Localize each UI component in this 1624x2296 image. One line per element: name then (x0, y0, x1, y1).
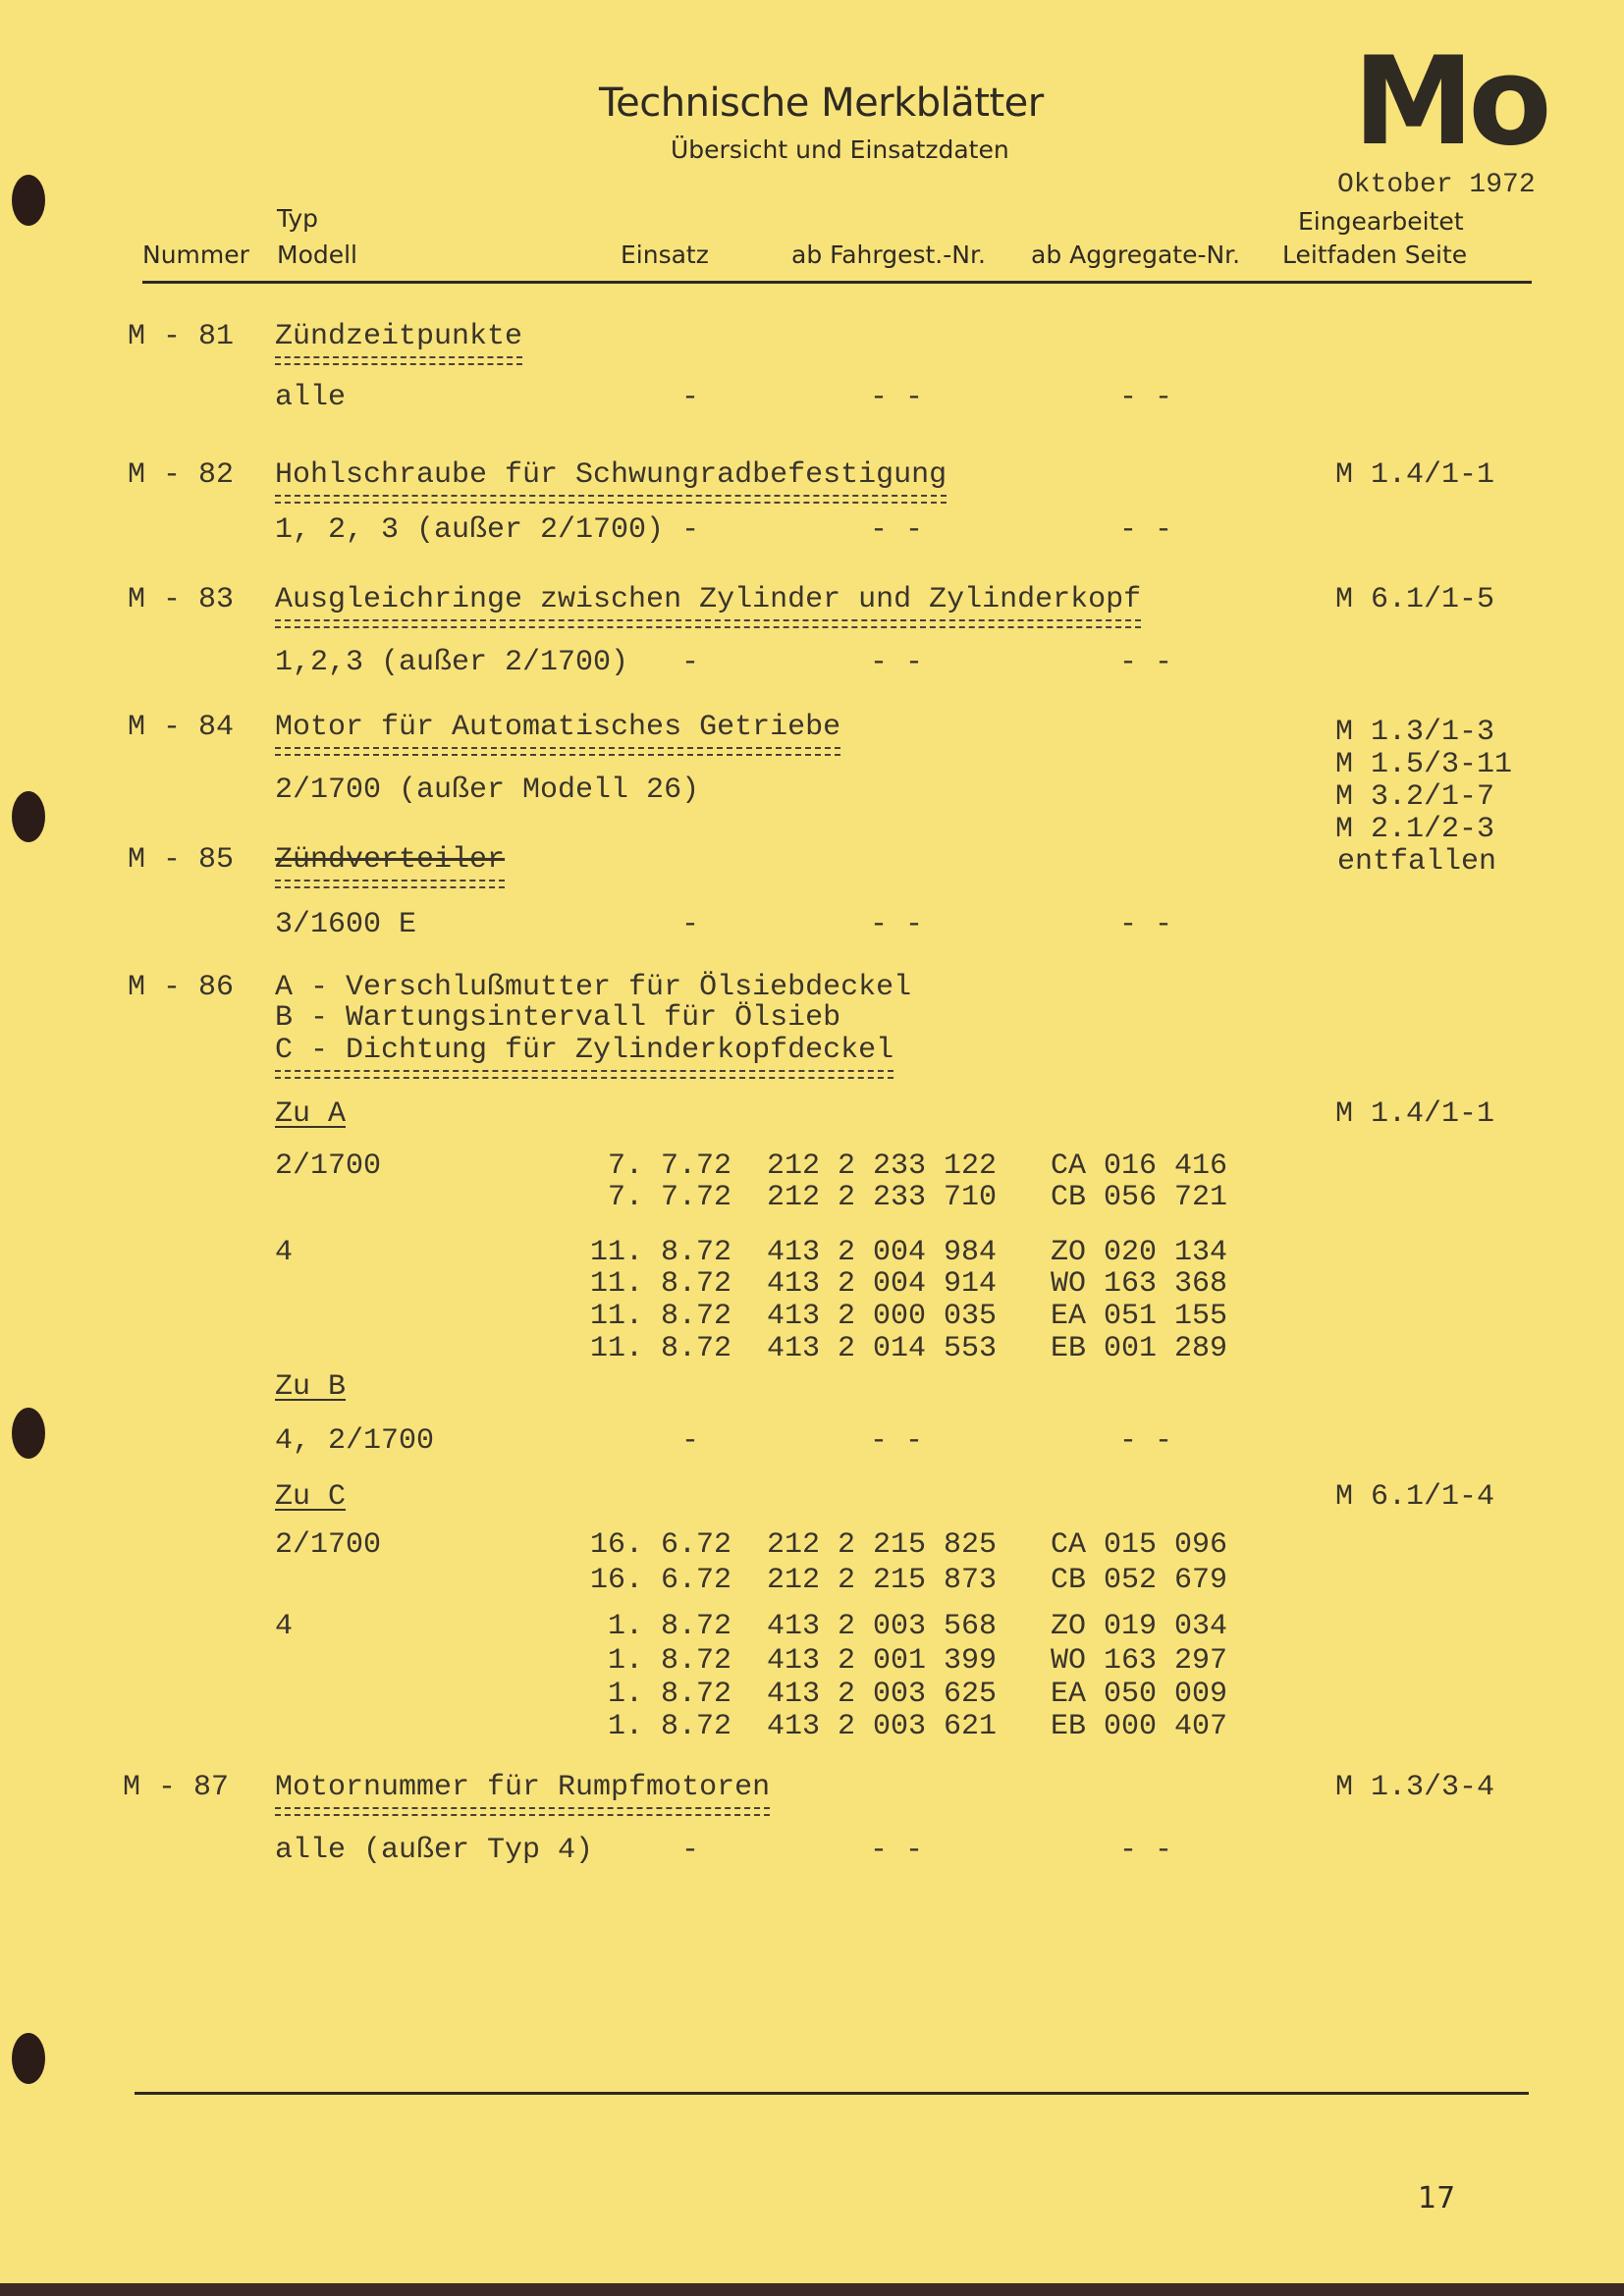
entry-model: 4, 2/1700 (275, 1424, 435, 1458)
aggregate-number: WO 163 368 (1051, 1267, 1228, 1301)
entry-model: 2/1700 (275, 1149, 382, 1183)
entry-ref: M 1.3/1-3 (1335, 716, 1495, 749)
entry-title: Zündverteiler (275, 843, 506, 877)
entry-model: 2/1700 (außer Modell 26) (275, 774, 700, 807)
entry-model: 2/1700 (275, 1528, 382, 1562)
aggregate-number: ZO 019 034 (1051, 1610, 1228, 1643)
issue-date: Oktober 1972 (1337, 170, 1536, 200)
fahrgest-number: 413 2 003 621 (767, 1710, 998, 1743)
einsatz-date: 1. 8.72 (607, 1678, 731, 1711)
entry-title-line: B - Wartungsintervall für Ölsieb (275, 1001, 841, 1035)
einsatz-date: 7. 7.72 (607, 1149, 731, 1183)
aggregate-number: EA 051 155 (1051, 1300, 1228, 1333)
subsection-label: Zu B (275, 1370, 347, 1404)
fahrgest-number: 413 2 003 568 (767, 1610, 998, 1643)
entry-model: 3/1600 E (275, 908, 417, 941)
entry-aggregate: - - (1119, 381, 1173, 414)
entry-model: 1, 2, 3 (außer 2/1700) - (275, 513, 700, 547)
entry-einsatz: - (681, 646, 700, 679)
aggregate-number: EB 000 407 (1051, 1710, 1228, 1743)
punch-hole (12, 791, 45, 842)
entry-ref: M 1.4/1-1 (1335, 458, 1495, 492)
aggregate-number: WO 163 297 (1051, 1644, 1228, 1678)
fahrgest-number: 413 2 003 625 (767, 1678, 998, 1711)
entry-title: Zündzeitpunkte (275, 320, 523, 353)
entry-ref: entfallen (1337, 845, 1497, 879)
entry-ref: M 2.1/2-3 (1335, 813, 1495, 846)
column-header-einsatz: Einsatz (621, 240, 709, 269)
fahrgest-number: 212 2 233 122 (767, 1149, 998, 1183)
entry-title: Hohlschraube für Schwungradbefestigung (275, 458, 947, 492)
entry-title: Motor für Automatisches Getriebe (275, 711, 841, 744)
entry-title-line: C - Dichtung für Zylinderkopfdeckel (275, 1034, 894, 1067)
footer-divider (135, 2092, 1529, 2095)
fahrgest-number: 413 2 004 914 (767, 1267, 998, 1301)
page-subtitle: Übersicht und Einsatzdaten (671, 135, 1009, 164)
entry-title: Motornummer für Rumpfmotoren (275, 1771, 771, 1804)
aggregate-number: CA 015 096 (1051, 1528, 1228, 1562)
entry-title: Ausgleichringe zwischen Zylinder und Zylinderkopf (275, 583, 1142, 616)
entry-title-line: A - Verschlußmutter für Ölsiebdeckel (275, 971, 912, 1004)
fahrgest-number: 212 2 215 825 (767, 1528, 998, 1562)
entry-ref: M 1.3/3-4 (1335, 1771, 1495, 1804)
entry-number: M - 85 (128, 843, 235, 877)
einsatz-date: 1. 8.72 (607, 1710, 731, 1743)
punch-hole (12, 2033, 45, 2084)
header-divider (142, 281, 1532, 284)
entry-fahrgest: - - (870, 1424, 924, 1458)
entry-einsatz: - (681, 1834, 700, 1867)
aggregate-number: CB 052 679 (1051, 1564, 1228, 1597)
aggregate-number: CB 056 721 (1051, 1181, 1228, 1214)
fahrgest-number: 413 2 004 984 (767, 1236, 998, 1269)
entry-ref: M 6.1/1-5 (1335, 583, 1495, 616)
entry-number: M - 81 (128, 320, 235, 353)
entry-model: alle (außer Typ 4) (275, 1834, 594, 1867)
column-header-typ: Typ (277, 204, 319, 233)
entry-aggregate: - - (1119, 646, 1173, 679)
entry-model: 1,2,3 (außer 2/1700) (275, 646, 629, 679)
column-header-modell: Modell (277, 240, 358, 269)
entry-aggregate: - - (1119, 1424, 1173, 1458)
einsatz-date: 11. 8.72 (589, 1300, 731, 1333)
entry-fahrgest: - - (870, 908, 924, 941)
aggregate-number: EB 001 289 (1051, 1332, 1228, 1365)
entry-aggregate: - - (1119, 1834, 1173, 1867)
entry-ref: M 1.5/3-11 (1335, 748, 1513, 781)
column-header-fahrgest: ab Fahrgest.-Nr. (791, 240, 986, 269)
page-number: 17 (1418, 2181, 1456, 2216)
einsatz-date: 16. 6.72 (589, 1564, 731, 1597)
punch-hole (12, 175, 45, 226)
fahrgest-number: 413 2 000 035 (767, 1300, 998, 1333)
column-header-aggregate: ab Aggregate-Nr. (1031, 240, 1241, 269)
einsatz-date: 16. 6.72 (589, 1528, 731, 1562)
entry-ref: M 3.2/1-7 (1335, 780, 1495, 814)
entry-einsatz: - (681, 1424, 700, 1458)
section-code: Mo (1353, 31, 1546, 173)
subsection-label: Zu C (275, 1480, 347, 1514)
entry-aggregate: - - (1119, 908, 1173, 941)
entry-number: M - 82 (128, 458, 235, 492)
subsection-label: Zu A (275, 1097, 347, 1131)
entry-model: alle (275, 381, 347, 414)
fahrgest-number: 413 2 014 553 (767, 1332, 998, 1365)
entry-einsatz: - (681, 908, 700, 941)
entry-model: 4 (275, 1610, 294, 1643)
column-header-nummer: Nummer (142, 240, 249, 269)
entry-number: M - 84 (128, 711, 235, 744)
entry-fahrgest: - - (870, 646, 924, 679)
einsatz-date: 1. 8.72 (607, 1644, 731, 1678)
aggregate-number: CA 016 416 (1051, 1149, 1228, 1183)
column-header-eingearbeitet: Eingearbeitet (1298, 207, 1464, 236)
einsatz-date: 11. 8.72 (589, 1332, 731, 1365)
entry-number: M - 83 (128, 583, 235, 616)
aggregate-number: ZO 020 134 (1051, 1236, 1228, 1269)
fahrgest-number: 413 2 001 399 (767, 1644, 998, 1678)
entry-fahrgest: - - (870, 381, 924, 414)
entry-ref: M 6.1/1-4 (1335, 1480, 1495, 1514)
punch-hole (12, 1408, 45, 1459)
einsatz-date: 11. 8.72 (589, 1267, 731, 1301)
entry-fahrgest: - - (870, 513, 924, 547)
entry-ref: M 1.4/1-1 (1335, 1097, 1495, 1131)
aggregate-number: EA 050 009 (1051, 1678, 1228, 1711)
einsatz-date: 7. 7.72 (607, 1181, 731, 1214)
einsatz-date: 1. 8.72 (607, 1610, 731, 1643)
entry-model: 4 (275, 1236, 294, 1269)
entry-einsatz: - (681, 381, 700, 414)
fahrgest-number: 212 2 233 710 (767, 1181, 998, 1214)
entry-fahrgest: - - (870, 1834, 924, 1867)
column-header-leitfaden: Leitfaden Seite (1282, 240, 1468, 269)
einsatz-date: 11. 8.72 (589, 1236, 731, 1269)
entry-number: M - 87 (123, 1771, 230, 1804)
fahrgest-number: 212 2 215 873 (767, 1564, 998, 1597)
entry-aggregate: - - (1119, 513, 1173, 547)
page-title: Technische Merkblätter (599, 80, 1044, 126)
page-edge-shadow (0, 2283, 1624, 2296)
entry-number: M - 86 (128, 971, 235, 1004)
